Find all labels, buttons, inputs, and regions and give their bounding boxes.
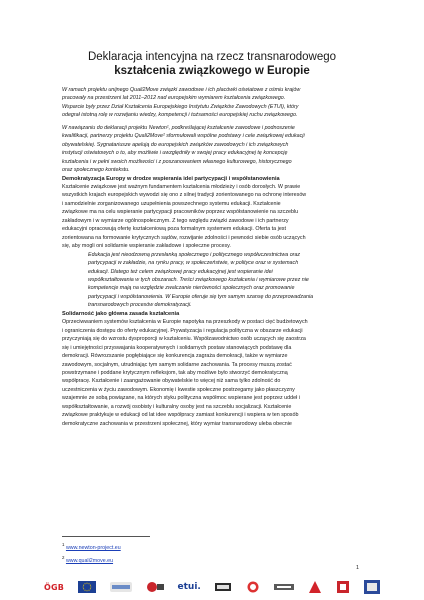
footnote-divider [62,536,150,537]
footnote-1 [62,540,362,553]
text-line: przyczyniają się do wzrostu dysproporcji w kształceniu. Współzawodnictwo osób uczących się zaostrza [62,336,306,343]
text-line: zorientowana na formowanie krytycznych sądów, rozwijanie zdolności i pewności siebie osób uczących [62,234,306,241]
title-line-1: Deklaracja intencyjna na rzecz transnarodowego [87,51,337,63]
text-line: zawodowym, socjalnym, utrudniając tym samym solidarne zachowania. Ta procesy muszą zostać [62,361,292,368]
text-line: Wsparcie były przez Dział Kształcenia Europejskiego Instytutu Związków Zawodowych (ETUI), który [62,103,299,110]
section-paragraph [62,183,362,251]
footnote-link-newton[interactable]: www.newton-project.eu [65,544,121,551]
text-line: partycypacji w zakładzie, na rynku pracy, w społeczeństwie, w polityce oraz w systemach [88,260,299,267]
text-line: zakładowym i w wymiarze ogólnospołecznym. Z tego względu związki zawodowe i ich partnerzy [62,217,289,224]
partner-logo [245,581,261,593]
partner-logo [146,581,164,593]
text-line: współkształtowanie, a rozwój osobisty i kulturalny osoby jest na szczeblu socjalizacji. Kształcenie [62,403,292,410]
text-line: współpracę. Kształcenie i zaangażowanie obywatelskie to więcej niż sama tylko zdolność do [62,378,281,385]
text-line: i ograniczenia dostępu do oferty edukacyjnej. Prywatyzacja i regulacja polityczna w obszarze edukacji [62,327,303,334]
partner-logo [110,581,132,593]
partner-logo [274,581,294,593]
text-line: oraz społecznego kontekstu. [62,167,130,174]
text-line: się i umiejętności przyswajania kooperatywnych i solidarnych postaw stanowiących podstawę dla [62,344,292,351]
text-line: kwalifikacji, partnerzy projektu Quali2Move² sformułowali wspólne podstawy i cele związkowej edukacji [62,133,305,140]
text-line: uczestniczenia w życiu zawodowym. Ekonomię i kwestie społeczne postrzegamy jako płaszczyzny [62,386,295,393]
text-line: edukacyjni opracowują ofertę kształceniową poza formalnym systemem edukacji. Oferta ta jest [62,226,286,233]
intro-paragraph [62,86,362,120]
text-line: powstrzymane i poddane krytycznym refleksjom, tak aby możliwe było stworzyć demokratyczną [62,369,288,376]
text-line: kształcenia i w pełni swoich możliwości i z poszanowaniem własnego kulturowego, historycznego [62,158,292,165]
section-paragraph [62,318,362,428]
quote-block [62,251,362,310]
text-line: demokracji. Rówrozszanie pogłębiające się konkurencja zagraża demokracji, także w wymiarze [62,353,288,360]
partner-logos [44,580,380,594]
text-line: się, aby mogli oni solidarnie wspieranie zakładowe i społeczne procesy. [62,243,231,250]
text-line: W nawiązaniu do deklaracji projektu Newton¹, podkreślającej kształcenie zawodowe i podnoszenie [62,124,295,131]
text-line: kompetencje mają na względzie zwalczanie nierówności społecznych oraz promowanie [88,285,295,292]
partner-logo [364,580,380,594]
text-line: instytucji oświatowych o to, aby możliwie i uwzględniły w swojej pracy edukacyjnej tę koncepcję [62,150,288,157]
text-line: demokratyczne zachowania w przestrzeni społecznej, który wymiar transnarodowy uleba obecnie [62,420,292,427]
text-line: związkowe ma na celu wspieranie partycypacji pracowników poprzez współstanowienie na szczeblu [62,209,299,216]
page-number: 1 [356,565,359,571]
text-line: współkształtowania w tych obszarach. Treści związkowego kształcenia i wymiarowe przez nie [88,276,309,283]
ogb-logo: ÖGB [44,582,65,592]
text-line: związkowe praktykuje w edukacji od lat idee współpracy zamiast konkurencji i wspiera w ten sposób [62,412,299,419]
etui-logo: etui. [177,582,201,592]
text-line: W ramach projektu unijnego Quali2Move związki zawodowe i ich placówki oświatowe z ośmiu krajów [62,87,301,93]
partner-logo [336,580,350,594]
footnote-2 [62,553,362,566]
text-line: Oprzeciwwaniem systemów kształcenia w Europie napotyka na przeszkody w postaci cięć budżetowych [62,319,308,326]
document-title [0,50,424,78]
text-line: wzajemnie ze sobą powiązane, na których styku polityczna współmoc wspierane jest poprzez uddeł i [62,395,300,402]
footnote-number: 2 [62,555,65,561]
eu-flag-logo [78,581,96,593]
partner-logo [215,581,231,593]
intro-paragraph-2 [62,124,362,175]
text-line: i samodzielnie zorganizowanego uzupełnienia powszechnego systemu edukacji. Kształcenie [62,200,281,207]
text-line: Edukacja jest nieodzowną przesłanką społecznego i politycznego współuczestnictwa oraz [88,251,301,258]
text-line: partycypacji i współstanowienia. W Europie oferuje się tym samym szansę do przeprowadzania [88,293,314,300]
footnotes [62,536,362,567]
partner-logo [308,580,322,594]
section-heading-solidarity: Solidarność jako główna zasada kształcenia [62,310,180,317]
text-line: Kształcenie związkowe jest ważnym fundamentem kształcenia młodzieży i osób dorosłych. W prawie [62,183,301,190]
text-line: wszystkich krajach europejskich wywodzi się ono z silnej tradycji zorientowanego na ochronę interesów [62,192,307,199]
footnote-number: 1 [62,542,65,547]
text-line: transnarodowych procesów demokratyzacji. [88,302,192,309]
text-line: obywatelskiej. Sygnatariusze apelują do europejskich związków zawodowych i ich związkowych [62,141,289,148]
section-heading-democratization: Demokratyzacja Europy w drodze wspierania idei partycypacji i współstanowienia [62,175,280,182]
text-line: edukacji. Dlatego też celem związkowej pracy edukacyjnej jest wspieranie idei [88,268,273,275]
title-line-2: kształcenia związkowego w Europie [114,65,310,77]
footnote-link-quali2move[interactable]: www.quali2move.eu [65,558,114,565]
document-body [62,86,362,428]
text-line: odegrał istotną rolę w rozwijaniu wiedzy, kompetencji i tożsamości europejskiej ruchu związkowego. [62,112,298,119]
text-line: pracowały na przestrzeni lat 2011–2012 nad europejskim wymiarem kształcenia związkowego. [62,95,286,102]
